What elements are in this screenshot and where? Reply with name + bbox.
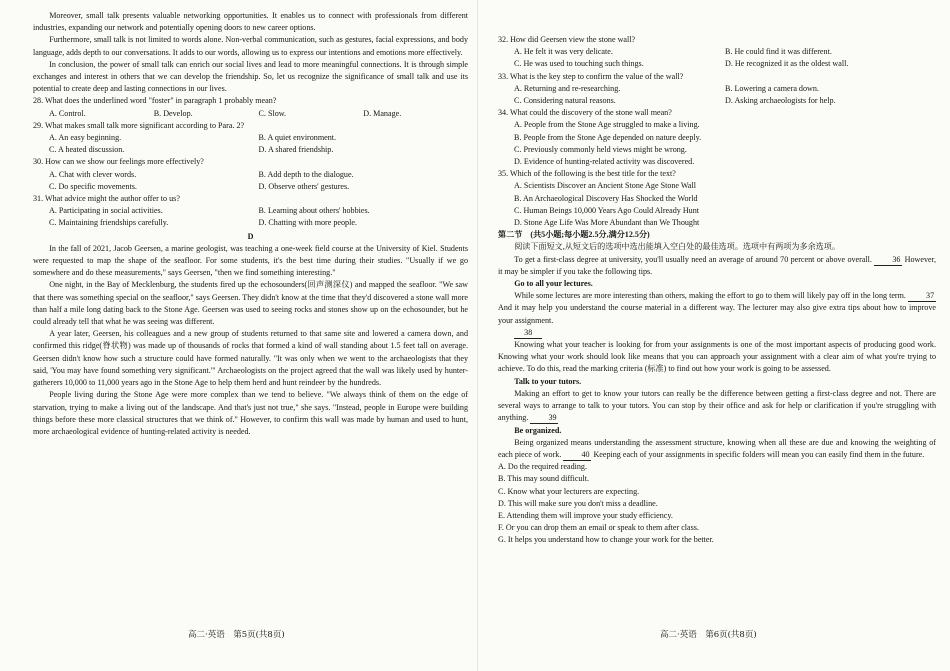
option: A. Scientists Discover an Ancient Stone Age Stone Wall	[514, 181, 696, 191]
text: To get a first-class degree at university, you'll usually need an average of around 70 percent or above overall.	[514, 254, 872, 264]
page-footer-right: 高二·英语 第6页(共8页)	[660, 630, 757, 640]
paragraph	[498, 437, 936, 461]
blank-38: 38	[514, 328, 542, 339]
question-31-options	[33, 205, 468, 229]
question-30: 30. How can we show our feelings more effectively?	[33, 157, 204, 167]
text: Being organized means understanding the assessment structure, knowing when all these are due and knowing the weighting of each piece of work.	[498, 437, 936, 459]
subheading: Talk to your tutors.	[514, 376, 582, 386]
option: C. Slow.	[258, 108, 287, 118]
option: D. A shared friendship.	[258, 145, 334, 155]
paragraph: Knowing what your teacher is looking for from your assignments is one of the most important aspects of producing good work. Knowing what your work should look like means that you can approach your assignment with a clear aim of what you're trying to achieve. To do this, read the marking criteria (标准) to find out how your work is going to be assessed.	[498, 340, 936, 374]
option: D. He recognized it as the oldest wall.	[725, 59, 849, 69]
paragraph: In conclusion, the power of small talk can enrich our social lives and lead to more meaningful connections. It is through simple exchanges and interest in others that we can develop the friendship. So, let us recognize the significance of small talk and use its potential to create deep and lasting connections in our lives.	[33, 59, 468, 94]
option: B. An Archaeological Discovery Has Shocked the World	[514, 193, 698, 203]
option: B. People from the Stone Age depended on nature deeply.	[514, 132, 702, 142]
right-page	[478, 0, 950, 671]
option: D. Observe others' gestures.	[258, 181, 350, 191]
paragraph: In the fall of 2021, Jacob Geersen, a marine geologist, was teaching a one-week field course at the University of Kiel. Students were requested to map the shape of the seafloor. For some students, it's the best time during their studies. "Usually if we go somewhere and do these measurements," says Geersen, "then we find something interesting."	[33, 243, 468, 278]
question-30-options	[33, 169, 468, 193]
blank-36: 36	[874, 255, 902, 266]
option: E. Attending them will improve your study efficiency.	[498, 510, 673, 520]
option: D. Manage.	[363, 108, 402, 118]
blank-line	[498, 327, 936, 339]
option: C. A heated discussion.	[49, 145, 125, 155]
question-34-options	[498, 119, 936, 168]
section-heading-d: D	[247, 231, 254, 241]
section-2-title: 第二节 (共5小题;每小题2.5分,满分12.5分)	[498, 230, 650, 240]
paragraph: One night, in the Bay of Mecklenburg, the students fired up the echosounders(回声测深仪) and mapped the seafloor. "We saw that there was something special on the seafloor," says Geersen. They didn't know at the time that they'd discovered a stone wall more than half a mile long dating back to the Stone Age. Geersen was used to seeing rocks and stones show up on the echosounder, but he could already tell that what he was seeing was different.	[33, 280, 468, 327]
paragraph	[498, 254, 936, 278]
paragraph: Furthermore, small talk is not limited to words alone. Non-verbal communication, such as gestures, facial expressions, and body language, adds depth to our conversations. It adds to our words, allowing us to express our intentions and emotions more effectively.	[33, 35, 468, 57]
question-33: 33. What is the key step to confirm the value of the wall?	[498, 71, 684, 81]
text: And it may help you understand the course material in a different way. The lecturer may also give extra tips about how to improve your assignment.	[498, 303, 936, 325]
option: A. Control.	[49, 108, 86, 118]
option: A. Returning and re-researching.	[514, 83, 621, 93]
option: B. Add depth to the dialogue.	[258, 169, 354, 179]
option: C. Know what your lecturers are expecting.	[498, 486, 640, 496]
option: B. He could find it was different.	[725, 47, 832, 57]
question-35: 35. Which of the following is the best title for the text?	[498, 169, 676, 179]
option: F. Or you can drop them an email or speak to them after class.	[498, 523, 699, 533]
question-28-options	[33, 108, 468, 120]
blank-39: 39	[530, 413, 558, 424]
option: B. Lowering a camera down.	[725, 83, 819, 93]
option: D. Asking archaeologists for help.	[725, 96, 836, 106]
option: A. He felt it was very delicate.	[514, 47, 613, 57]
option: B. Learning about others' hobbies.	[258, 206, 370, 216]
option: D. Stone Age Life Was More Abundant than We Thought	[514, 218, 700, 228]
option: A. Chat with clever words.	[49, 169, 137, 179]
option: D. Chatting with more people.	[258, 218, 357, 228]
question-34: 34. What could the discovery of the stone wall mean?	[498, 108, 672, 118]
question-33-options	[498, 83, 936, 107]
option: B. This may sound difficult.	[498, 474, 589, 484]
text: Keeping each of your assignments in specific folders will mean you can easily find them in the future.	[593, 449, 925, 459]
question-29-options	[33, 132, 468, 156]
subheading: Be organized.	[514, 425, 562, 435]
option: C. Previously commonly held views might be wrong.	[514, 144, 687, 154]
blank-37: 37	[908, 291, 936, 302]
question-28: 28. What does the underlined word "foster" in paragraph 1 probably mean?	[33, 96, 277, 106]
option: G. It helps you understand how to change your work for the better.	[498, 535, 714, 545]
answer-options	[498, 461, 936, 546]
option: C. Do specific movements.	[49, 181, 137, 191]
blank-40: 40	[563, 450, 591, 461]
paragraph	[498, 290, 936, 327]
text: While some lectures are more interesting than others, making the effort to go to them will likely pay off in the long term.	[514, 291, 906, 301]
option: C. Human Beings 10,000 Years Ago Could Already Hunt	[514, 205, 700, 215]
question-31: 31. What advice might the author offer to us?	[33, 194, 180, 204]
paragraph: Moreover, small talk presents valuable networking opportunities. It enables us to connect with professionals from different industries, expanding our network and potentially opening doors to new career options.	[33, 11, 468, 33]
text: However, it may be simpler if you take the following tips.	[498, 254, 936, 276]
page-footer-left: 高二·英语 第5页(共8页)	[188, 630, 285, 640]
paragraph: A year later, Geersen, his colleagues and a new group of students returned to that same site and lowered a camera down, and confirmed this ridge(脊状物) was made up of thousands of rocks that formed a kind of wall standing about 1.5 feet tall on average. Geersen didn't know how such a structure could have formed naturally. "It was only when we went to the archaeologists that they said, 'You may have found something very significant.'" Archaeologists on the project agreed that the wall was likely used by hunter-gatherers 10,000 to 11,000 years ago in the Stone Age to help them herd and hunt reindeer by the hundreds.	[33, 329, 468, 388]
option: A. An easy beginning.	[49, 133, 122, 143]
option: B. Develop.	[153, 108, 193, 118]
option: A. Do the required reading.	[498, 462, 587, 472]
option: C. Considering natural reasons.	[514, 96, 616, 106]
paragraph: People living during the Stone Age were more complex than we tend to believe. "We always think of them on the edge of starvation, trying to make a living out of the landscape. And that's just not true," she says. "Instead, people in Europe were building things before these more classical structures that we think of." However, to confirm this wall was made by human and used to hunt, more archaeological evidence of hunting-related activity is needed.	[33, 390, 468, 436]
option: A. People from the Stone Age struggled to make a living.	[514, 120, 700, 130]
paragraph	[498, 388, 936, 425]
option: C. He was used to touching such things.	[514, 59, 644, 69]
option: C. Maintaining friendships carefully.	[49, 218, 169, 228]
option: A. Participating in social activities.	[49, 206, 163, 216]
section-2-instructions: 阅读下面短文,从短文后的选项中选出能填入空白处的最佳选项。选项中有两项为多余选项。	[514, 242, 840, 252]
option: D. Evidence of hunting-related activity was discovered.	[514, 157, 695, 167]
question-32-options	[498, 46, 936, 70]
question-32: 32. How did Geersen view the stone wall?	[498, 35, 636, 44]
option: D. This will make sure you don't miss a deadline.	[498, 498, 658, 508]
question-29: 29. What makes small talk more significant according to Para. 2?	[33, 120, 245, 130]
question-35-options	[498, 180, 936, 229]
option: B. A quiet environment.	[258, 133, 337, 143]
subheading: Go to all your lectures.	[514, 279, 593, 289]
text: Making an effort to get to know your tutors can really be the difference between getting a first-class degree and not. There are several ways to arrange to talk to your tutors. You can stop by their office and ask for help or clarification if you're struggling with anything.	[498, 388, 936, 423]
